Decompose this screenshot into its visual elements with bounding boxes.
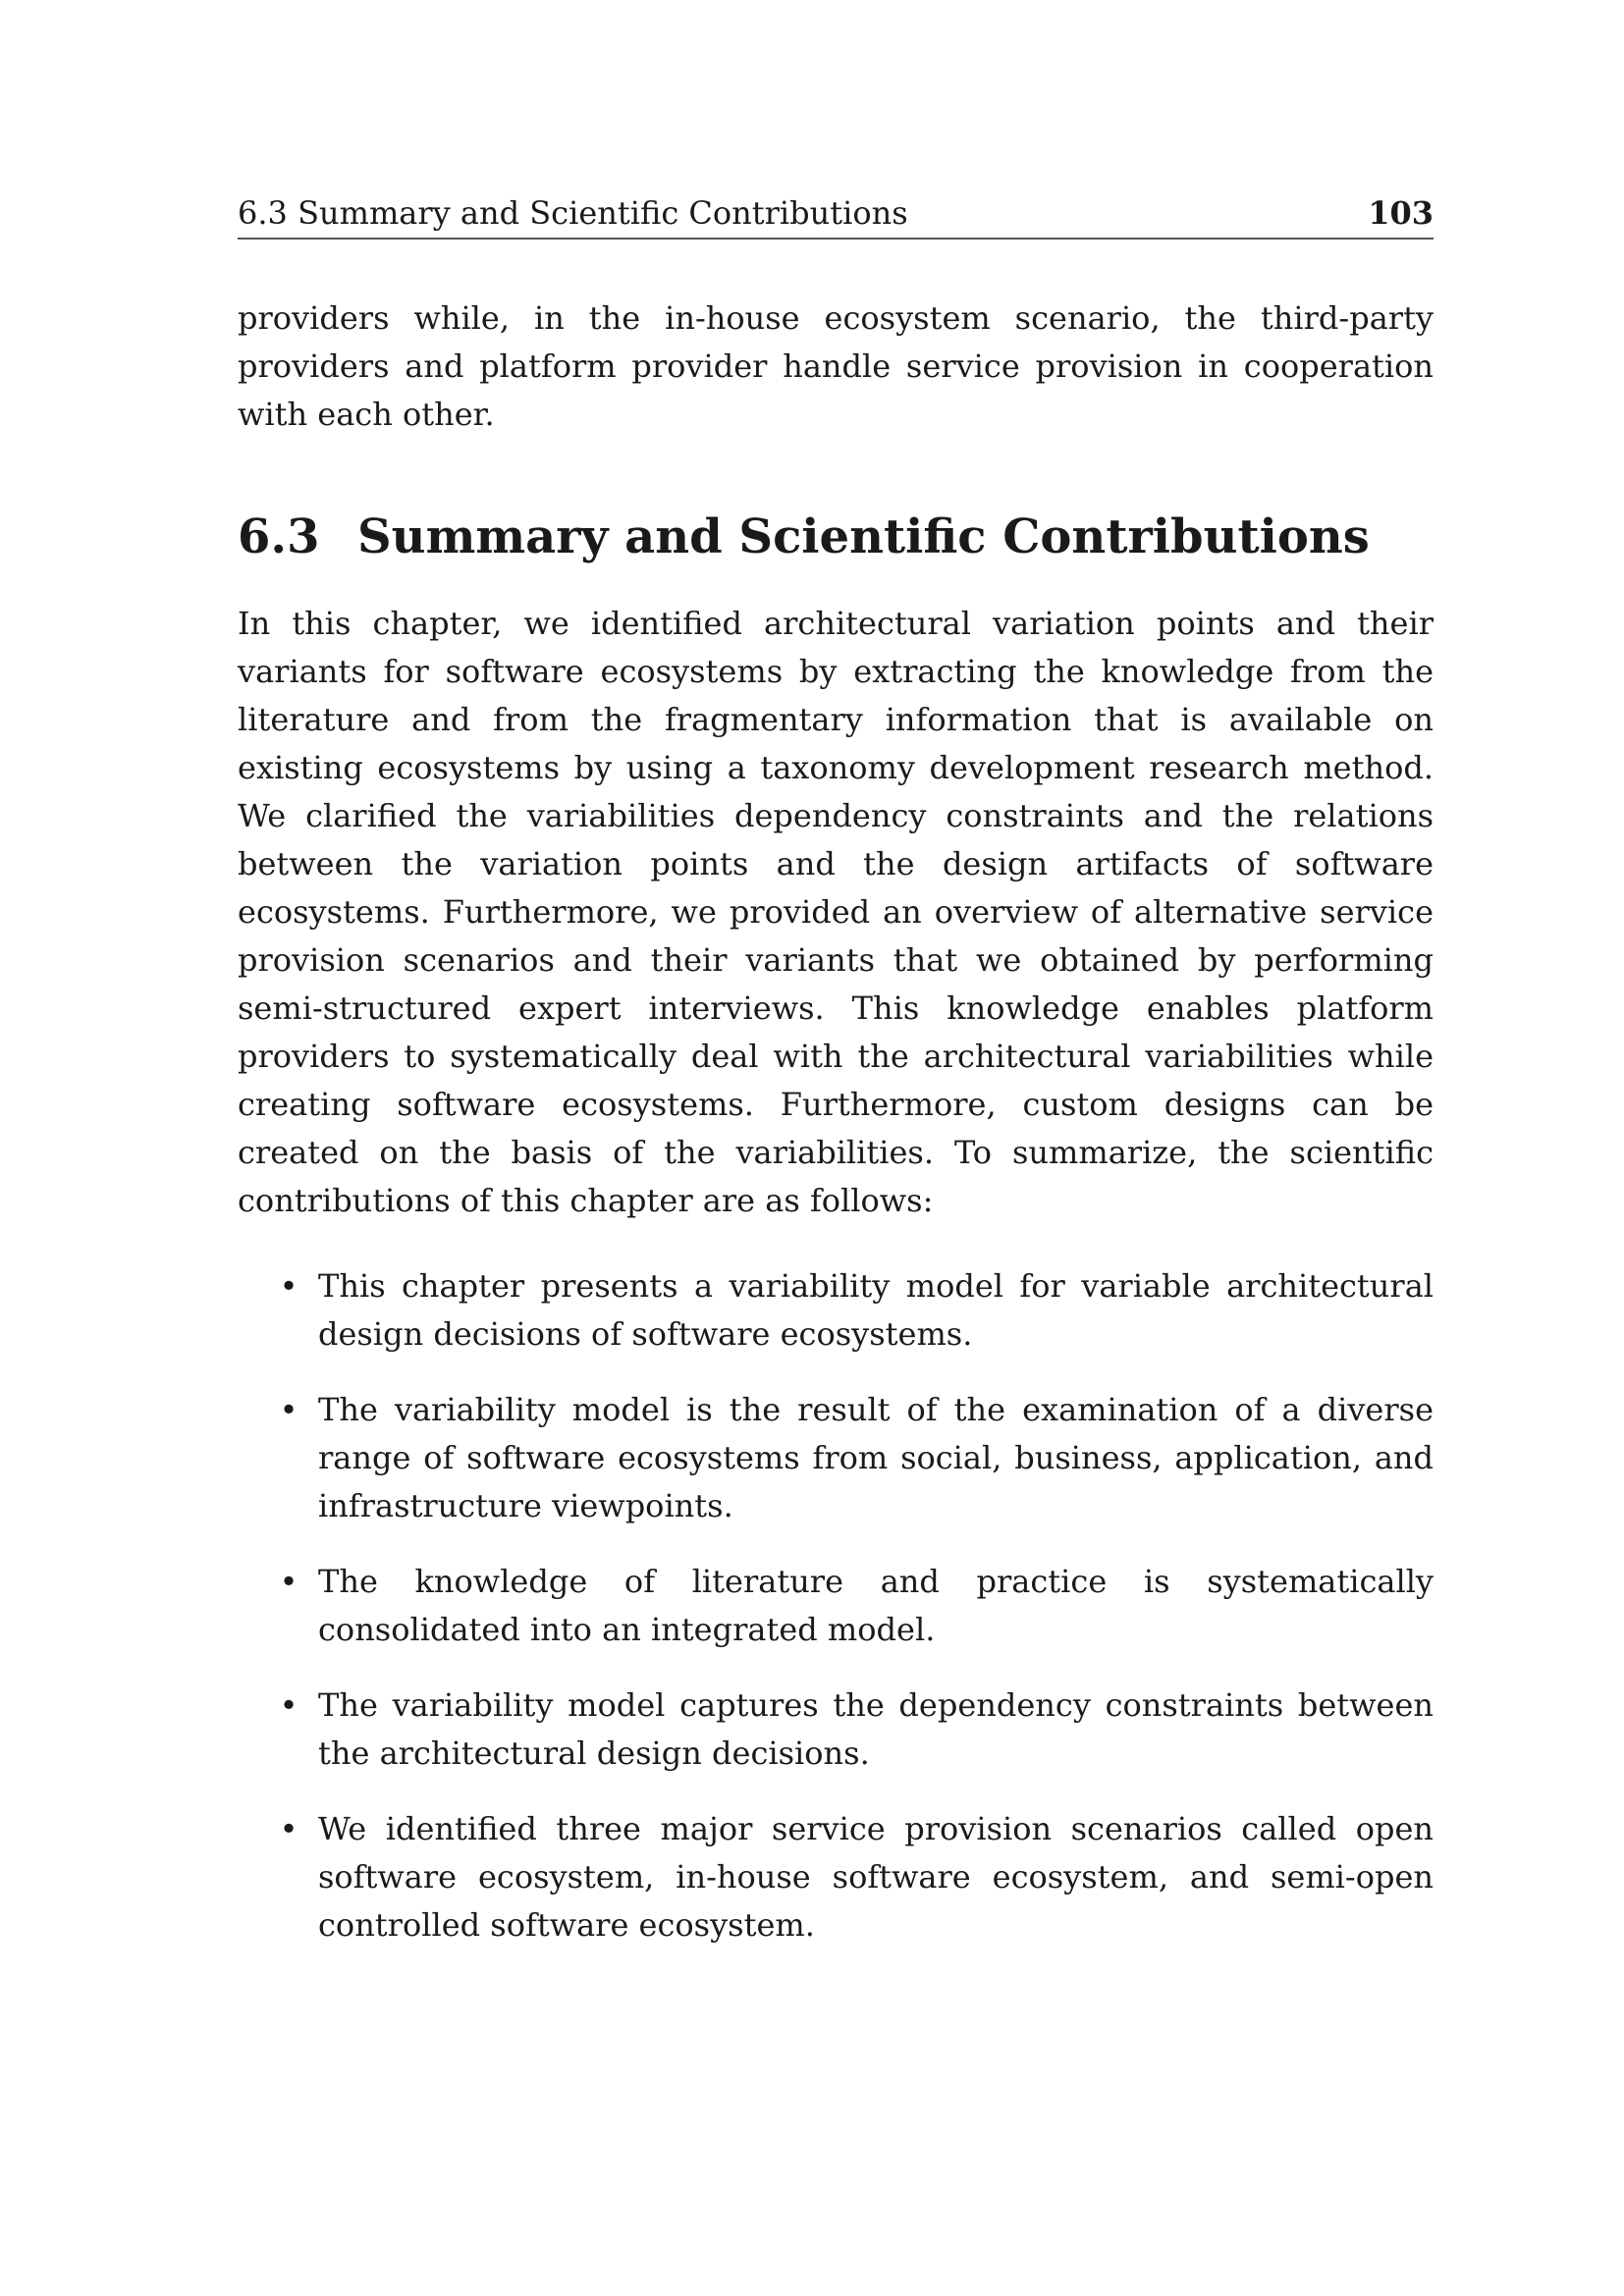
bullet-icon: • (279, 1267, 298, 1305)
list-item (238, 1386, 1434, 1530)
list-item (238, 1805, 1434, 1949)
bullet-icon: • (279, 1391, 298, 1428)
bullet-icon: • (279, 1810, 298, 1847)
list-item (238, 1262, 1434, 1359)
list-item-text: The variability model captures the dependency constraints between the architectural design decisions. (318, 1686, 1434, 1772)
list-item-text: The variability model is the result of the examination of a diverse range of software ecosystems from social, business, application, and infrastructure viewpoints. (318, 1391, 1434, 1524)
list-item-text: We identified three major service provision scenarios called open software ecosystem, in-house software ecosystem, and semi-open controlled software ecosystem. (318, 1810, 1434, 1944)
body-paragraph: In this chapter, we identified architectural variation points and their variants for software ecosystems by extracting the knowledge from the literature and from the fragmentary information that is available on existing ecosystems by using a taxonomy development research method. We clarified the variabilities dependency constraints and the relations between the variation points and the design artifacts of software ecosystems. Furthermore, we provided an overview of alternative service provision scenarios and their variants that we obtained by performing semi-structured expert interviews. This knowledge enables platform providers to systematically deal with the architectural variabilities while creating software ecosystems. Furthermore, custom designs can be created on the basis of the variabilities. To summarize, the scientific contributions of this chapter are as follows: (238, 605, 1434, 1219)
list-item-text: This chapter presents a variability model for variable architectural design decisions of software ecosystems. (318, 1267, 1434, 1353)
bullet-icon: • (279, 1563, 298, 1600)
bullet-icon: • (279, 1686, 298, 1724)
list-item (238, 1558, 1434, 1654)
list-item (238, 1682, 1434, 1778)
intro-paragraph: providers while, in the in-house ecosystem scenario, the third-party providers and platform provider handle service provision in cooperation with each other. (238, 299, 1434, 433)
document-page (238, 192, 1434, 1977)
section-title: Summary and Scientific Contributions (357, 509, 1370, 564)
contributions-list (238, 1262, 1434, 1949)
running-title: 6.3 Summary and Scientific Contributions (238, 194, 908, 232)
section-number: 6.3 (238, 509, 320, 564)
running-header (238, 192, 1434, 240)
section-heading (238, 507, 1434, 566)
list-item-text: The knowledge of literature and practice is systematically consolidated into an integrated model. (318, 1563, 1434, 1648)
page-number: 103 (1368, 194, 1434, 232)
